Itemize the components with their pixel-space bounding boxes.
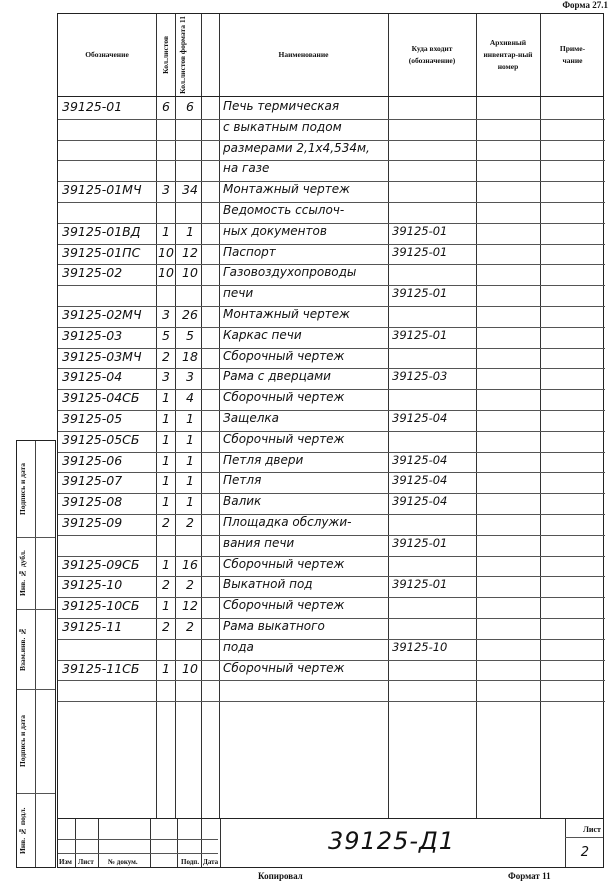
table-row — [58, 160, 605, 180]
table-row — [58, 514, 605, 534]
sheets-count-cell: 1 — [162, 494, 170, 510]
side-label-sign-date-1: Подпись и дата — [18, 462, 27, 516]
sheets-format11-cell: 1 — [186, 431, 194, 447]
designation-cell: 39125-05СБ — [62, 431, 140, 447]
stamp-label-podp: Подп. — [181, 858, 200, 866]
table-row — [58, 639, 605, 659]
sheets-count-cell: 10 — [158, 244, 174, 260]
sheets-format11-cell: 6 — [186, 99, 194, 114]
table-row — [58, 244, 605, 264]
sheets-format11-cell: 12 — [182, 598, 198, 614]
header-name: Наименование — [278, 50, 329, 59]
where-used-cell: 39125-04 — [392, 494, 448, 509]
sheets-format11-cell: 1 — [186, 411, 194, 426]
side-label-vzam-inv: Взам.инв. № — [18, 626, 27, 672]
sheets-format11-cell: 1 — [186, 473, 194, 489]
side-label-inv-dubl: Инв. № дубл. — [18, 550, 27, 596]
sheets-count-cell: 1 — [162, 223, 170, 239]
where-used-cell: 39125-10 — [392, 639, 448, 654]
name-cell: Сборочный чертеж — [223, 556, 345, 571]
table-row — [58, 472, 605, 492]
header-archive-no: Архивный инвентар-ный номер — [483, 38, 533, 71]
name-cell: Площадка обслужи- — [223, 515, 352, 529]
table-row — [58, 202, 605, 222]
sheets-format11-cell: 2 — [186, 619, 194, 634]
designation-cell: 39125-07 — [62, 473, 123, 489]
sheets-count-cell: 10 — [158, 265, 174, 281]
sheets-format11-cell: 1 — [186, 223, 194, 239]
designation-cell: 39125-01МЧ — [62, 182, 142, 198]
sheets-format11-cell: 1 — [186, 494, 194, 510]
name-cell: Сборочный чертеж — [223, 598, 345, 613]
header-sheets-format11: Кол.листов формата 11 — [178, 16, 187, 94]
designation-cell: 39125-11 — [62, 619, 123, 634]
where-used-cell: 39125-04 — [392, 452, 448, 467]
header-designation: Обозначение — [85, 50, 129, 59]
sheets-format11-cell: 12 — [182, 244, 198, 260]
table-row — [58, 556, 605, 576]
designation-cell: 39125-02МЧ — [62, 307, 142, 322]
designation-cell: 39125-08 — [62, 494, 123, 510]
table-row — [58, 680, 605, 700]
stamp-label-list: Лист — [78, 858, 94, 866]
table-row — [58, 348, 605, 368]
table-row — [58, 431, 605, 451]
name-cell: Защелка — [223, 411, 280, 425]
table-row — [58, 493, 605, 513]
sheets-count-cell: 2 — [162, 577, 170, 593]
designation-cell: 39125-03МЧ — [62, 348, 142, 364]
table-row — [58, 98, 605, 118]
table-row — [58, 368, 605, 388]
name-cell: Выкатной под — [223, 577, 313, 592]
sheets-format11-cell: 1 — [186, 452, 194, 468]
designation-cell: 39125-01 — [62, 99, 123, 114]
where-used-cell: 39125-01 — [392, 244, 448, 259]
table-row — [58, 119, 605, 139]
where-used-cell: 39125-01 — [392, 327, 448, 342]
table-row — [58, 223, 605, 243]
name-cell: Петля двери — [223, 452, 304, 467]
sheets-count-cell: 1 — [162, 452, 170, 468]
stamp-label-data: Дата — [203, 858, 219, 866]
sheets-count-cell: 2 — [162, 619, 170, 634]
table-row — [58, 660, 605, 680]
side-label-inv-orig: Инв. № подл. — [18, 807, 27, 855]
name-cell: Сборочный чертеж — [223, 390, 345, 405]
where-used-cell: 39125-01 — [392, 286, 448, 301]
name-cell: Рама с дверцами — [223, 369, 331, 384]
sheets-format11-cell: 26 — [182, 307, 198, 322]
sheets-count-cell: 1 — [162, 556, 170, 572]
name-cell: размерами 2,1х4,534м, — [223, 140, 370, 155]
designation-cell: 39125-09 — [62, 515, 123, 530]
name-cell: Печь термическая — [223, 99, 340, 113]
header-note: Приме-чание — [559, 44, 586, 65]
name-cell: Паспорт — [223, 244, 276, 259]
name-cell: на газе — [223, 161, 270, 176]
name-cell: Петля — [223, 473, 262, 488]
designation-cell: 39125-01ВД — [62, 223, 141, 239]
name-cell: печи — [223, 286, 254, 301]
table-row — [58, 181, 605, 201]
where-used-cell: 39125-01 — [392, 223, 448, 238]
table-row — [58, 140, 605, 160]
designation-cell: 39125-02 — [62, 265, 123, 281]
designation-cell: 39125-06 — [62, 452, 123, 468]
table-row — [58, 452, 605, 472]
designation-cell: 39125-04 — [62, 369, 123, 385]
sheets-count-cell: 3 — [162, 369, 170, 385]
table-row — [58, 535, 605, 555]
stamp-label-izm: Изм — [59, 858, 72, 866]
table-row — [58, 618, 605, 638]
where-used-cell: 39125-03 — [392, 369, 448, 384]
table-row — [58, 576, 605, 596]
designation-cell: 39125-01ПС — [62, 244, 141, 260]
specification-table — [57, 13, 604, 868]
sheets-count-cell: 3 — [162, 307, 170, 322]
sheets-count-cell: 5 — [162, 327, 170, 343]
where-used-cell: 39125-01 — [392, 577, 448, 592]
sheets-format11-cell: 5 — [186, 327, 194, 343]
format-label: Формат 11 — [508, 871, 551, 881]
table-row — [58, 327, 605, 347]
designation-cell: 39125-05 — [62, 411, 123, 426]
form-number: Форма 27.1 — [562, 0, 608, 10]
name-cell: с выкатным подом — [223, 119, 342, 134]
header-sheets-count-cell — [156, 14, 175, 96]
name-cell: Сборочный чертеж — [223, 348, 345, 363]
sheets-count-cell: 1 — [162, 390, 170, 406]
sheets-format11-cell: 34 — [182, 182, 198, 198]
stamp-label-doc-no: № докум. — [108, 858, 138, 866]
sheets-format11-cell: 10 — [182, 265, 198, 281]
sheets-count-cell: 1 — [162, 411, 170, 426]
name-cell: Газовоздухопроводы — [223, 265, 357, 280]
name-cell: Монтажный чертеж — [223, 307, 350, 321]
sheets-format11-cell: 2 — [186, 577, 194, 593]
sheets-count-cell: 6 — [162, 99, 170, 114]
header-where-used: Куда входит (обозначение) — [408, 44, 456, 65]
designation-cell: 39125-09СБ — [62, 556, 140, 572]
name-cell: Сборочный чертеж — [223, 431, 345, 446]
table-row — [58, 389, 605, 409]
sheets-format11-cell: 4 — [186, 390, 194, 406]
header-sheets-count: Кол.листов — [160, 36, 170, 74]
where-used-cell: 39125-01 — [392, 535, 448, 550]
name-cell: Сборочный чертеж — [223, 660, 345, 675]
side-stamp — [16, 440, 56, 868]
sheets-format11-cell: 10 — [182, 660, 198, 676]
name-cell: Валик — [223, 494, 262, 509]
table-row — [58, 285, 605, 305]
sheet-label: Лист — [582, 825, 601, 834]
name-cell: ных документов — [223, 223, 327, 238]
sheet-number: 2 — [580, 845, 589, 860]
sheets-count-cell: 2 — [162, 515, 170, 530]
name-cell: вания печи — [223, 535, 295, 550]
sheets-count-cell: 1 — [162, 598, 170, 614]
designation-cell: 39125-04СБ — [62, 390, 140, 406]
document-code: 39125-Д1 — [328, 827, 456, 855]
title-block — [58, 818, 603, 867]
name-cell: Рама выкатного — [223, 619, 325, 633]
designation-cell: 39125-10СБ — [62, 598, 140, 614]
sheets-format11-cell: 3 — [186, 369, 194, 385]
side-label-sign-date-2: Подпись и дата — [18, 714, 27, 768]
sheets-count-cell: 3 — [162, 182, 170, 198]
where-used-cell: 39125-04 — [392, 411, 448, 425]
name-cell: Монтажный чертеж — [223, 182, 350, 197]
table-row — [58, 264, 605, 284]
sheets-count-cell: 2 — [162, 348, 170, 364]
sheets-count-cell: 1 — [162, 473, 170, 489]
name-cell: пода — [223, 639, 254, 654]
name-cell: Ведомость ссылоч- — [223, 203, 345, 217]
designation-cell: 39125-11СБ — [62, 660, 140, 676]
designation-cell: 39125-03 — [62, 327, 123, 343]
sheets-format11-cell: 16 — [182, 556, 198, 572]
name-cell: Каркас печи — [223, 327, 302, 342]
table-row — [58, 597, 605, 617]
sheets-format11-cell: 18 — [182, 348, 198, 364]
table-row — [58, 410, 605, 430]
copied-by-label: Копировал — [258, 871, 303, 881]
table-row — [58, 306, 605, 326]
designation-cell: 39125-10 — [62, 577, 123, 593]
where-used-cell: 39125-04 — [392, 473, 448, 488]
sheets-format11-cell: 2 — [186, 515, 194, 530]
sheets-count-cell: 1 — [162, 660, 170, 676]
header-sheets-format11-cell — [175, 14, 201, 96]
sheets-count-cell: 1 — [162, 431, 170, 447]
